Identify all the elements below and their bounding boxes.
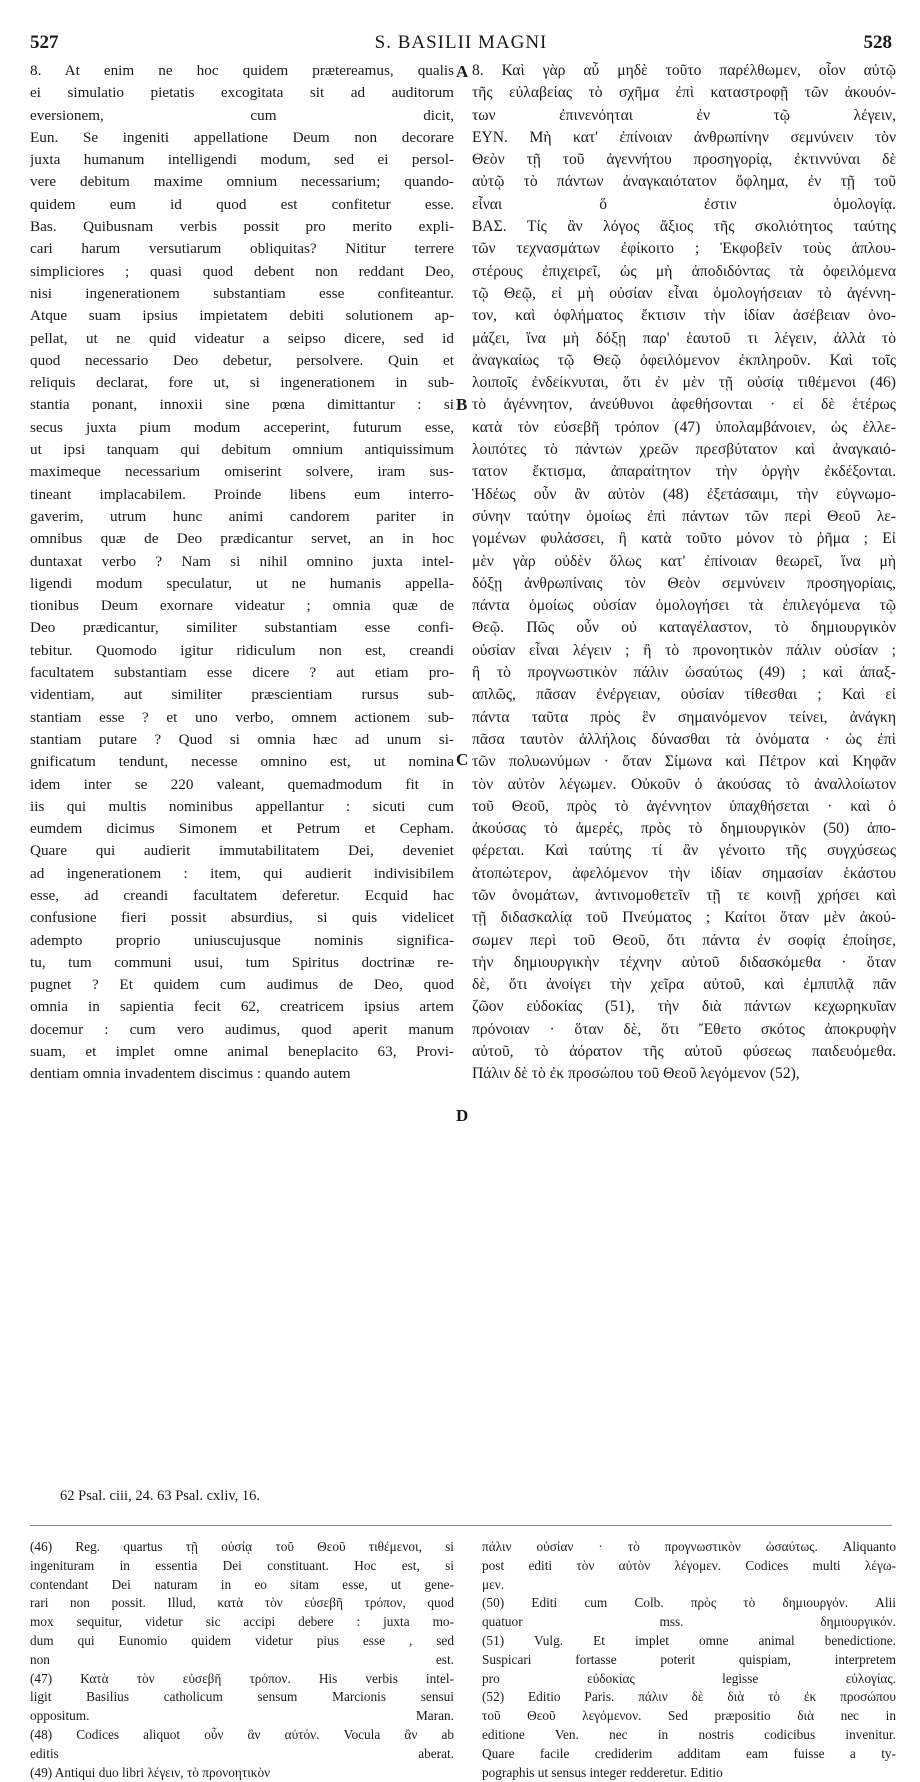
greek-line: πᾶσα ταυτὸν ἀλλήλοις δύνασθαι τὰ ὀνόματα · ὡς ἐπὶ (472, 730, 896, 748)
note-line: (46) Reg. quartus τῇ οὐσίᾳ τοῦ Θεοῦ τιθέμενοι, si (30, 1539, 454, 1554)
greek-line: 8. Καὶ γὰρ αὖ μηδὲ τοῦτο παρέλθωμεν, οἷον αὐτῷ (472, 62, 896, 79)
note-line: mox sequitur, videtur sic accipi debere : juxta mo- (30, 1614, 454, 1630)
latin-line: adempto proprio uniuscujusque nominis significa- (30, 931, 454, 949)
latin-line: quidem eum id quod est confitetur esse. (30, 195, 454, 213)
latin-line: confusione fieri possit absurdius, si quis videlicet (30, 909, 454, 927)
latin-line: pellat, ut ne quid videatur a seipso dicere, sed id (30, 329, 454, 347)
greek-line: στέρους ἐπιχειρεῖ, ὡς μὴ ἀποδιδόντας τὰ ὀφειλόμενα (472, 262, 896, 280)
greek-text-column (472, 60, 896, 1086)
note-line: post editi τὸν αὐτὸν λέγομεν. Codices multi λέγω- (482, 1557, 896, 1573)
latin-line: gnificatum tendunt, necesse omnino est, ut nomina (30, 753, 454, 771)
latin-line: Eun. Se ingeniti appellatione Deum non decorare (30, 128, 454, 146)
greek-line: πάντα ταῦτα πρὸς ἓν σημαινόμενον τείνει, ἀνάγκη (472, 708, 896, 726)
page-number-left: 527 (30, 32, 59, 53)
note-line: Suspicari fortasse poterit quispiam, interpretem (482, 1651, 896, 1667)
greek-line: Πάλιν δὲ τὸ ἐκ προσώπου τοῦ Θεοῦ λεγόμενον (52), (472, 1065, 800, 1083)
greek-line: σωμεν περὶ τοῦ Θεοῦ, ὅτι πάντα ἐν σοφίᾳ ἐποίησε, (472, 931, 896, 949)
greek-line: τὴν δημιουργικὴν τέχνην αὐτοῦ διδασκόμεθα · ὅταν (472, 953, 896, 971)
latin-line: Quare qui audierit immutabilitatem Dei, deveniet (30, 842, 454, 860)
critical-notes-right (482, 1538, 896, 1782)
greek-line: τῇ διδασκαλίᾳ τοῦ Πνεύματος ; Καίτοι ὅταν μὲν ἀκού- (472, 909, 896, 927)
greek-line: λοιποῖς ἐνδείκνυται, ὅτι ἐν μὲν τῇ οὐσίᾳ τιθέμενοι (46) (472, 374, 896, 392)
latin-line: Deo prædicantur, similiter substantiam esse confi- (30, 619, 454, 637)
running-title: S. BASILII MAGNI (374, 32, 548, 53)
latin-line: duntaxat verbo ? Nam si nihil omnino juxta intel- (30, 552, 454, 570)
latin-line: gaverim, utrum hunc animi candorem pariter in (30, 507, 454, 525)
latin-line: stantia ponant, innoxii sine pœna dimittantur : si (30, 396, 454, 414)
greek-line: των ἐπινενόηται ἐν τῷ λέγειν, (472, 106, 896, 124)
latin-line: quod necessario Deo debetur, persolvere. Quin et (30, 351, 454, 369)
latin-line: iis qui multis nominibus appellantur : sicuti cum (30, 797, 454, 815)
greek-line: ἀκούσας τὸ ἀμερές, πρὸς τὸ δημιουργικὸν (50) ἀπο- (472, 820, 896, 838)
greek-line: τὸν αὐτὸν λέγωμεν. Οὐκοῦν ὁ ἀκούσας τὸ ἀναλλοίωτον (472, 775, 896, 793)
latin-line: stantiam putare ? Quod si omnia hæc ad unum si- (30, 730, 454, 748)
latin-line: pugnet ? Et quidem cum audimus de Deo, quod (30, 976, 454, 994)
greek-line: γομένων φυλάσσει, ἢ κατὰ τοῦτο μόνον τὸ ῥῆμα ; Εἰ (472, 530, 896, 548)
note-line: ligit Basilius catholicum sensum Marcionis sensui (30, 1689, 454, 1705)
latin-line: stantiam esse ? et uno verbo, omnem actionem sub- (30, 708, 454, 726)
latin-line: ut ipsi tanquam qui debitum omnium antiquissimum (30, 441, 454, 459)
latin-line: docemur : cum vero audimus, quod aperit manum (30, 1020, 454, 1038)
greek-line: τῷ Θεῷ, εἰ μὴ οὐσίαν εἶναι ὁμολογήσειαν τὸ ἀγέννη- (472, 284, 896, 302)
greek-line: φέρεται. Καὶ ταύτης τί ἂν γένοιτο τῆς συγχύσεως (472, 842, 896, 860)
note-line: (48) Codices aliquot οὖν ἂν αὐτόν. Vocula ἂν ab (30, 1726, 454, 1742)
note-line: (51) Vulg. Et implet omne animal benedictione. (482, 1632, 896, 1648)
greek-line: τῶν ὀνομάτων, ἀντινομοθετεῖν τῇ τε κοινῇ χρήσει καὶ (472, 886, 896, 904)
greek-line: τοῦ Θεοῦ, πρὸς τὸ ἀγέννητον ὑπαχθήσεται · καὶ ὁ (472, 797, 896, 815)
note-line: quatuor mss. δημιουργικόν. (482, 1614, 896, 1630)
margin-letter-d: D (456, 1106, 469, 1125)
latin-line: tebitur. Quomodo igitur ridiculum non est, creandi (30, 641, 454, 659)
note-line: (49) Antiqui duo libri λέγειν, τὸ προνοητικὸν (30, 1764, 271, 1780)
greek-line: τῶν πολυωνύμων · ὅταν Σίμωνα καὶ Πέτρον καὶ Κηφᾶν (472, 753, 896, 771)
greek-line: σύνην ταύτην ὁμοίως ἐπὶ πάντων τῶν περὶ Θεοῦ λε- (472, 507, 896, 525)
latin-line: nisi ingenerationem substantiam esse confiteantur. (30, 284, 454, 302)
greek-line: Θεῷ. Πῶς οὖν οὐ καταγέλαστον, τὸ δημιουργικὸν (472, 619, 896, 637)
latin-line: cari harum versutiarum obliquitas? Nititur terrere (30, 240, 454, 258)
greek-line: Ἡδέως οὖν ἂν αὐτὸν (48) ἐξετάσαιμι, τὴν εὐγνωμο- (472, 485, 896, 503)
greek-line: ἀναγκαίως τῷ Θεῷ ὀφειλόμενον ἐκπληροῦν. Καὶ τοῖς (472, 351, 896, 369)
greek-line: Θεὸν τῇ τοῦ ἀγεννήτου προσηγορίᾳ, ἐκτιννύναι δὲ (472, 151, 896, 169)
greek-line: οὐσίαν εἶναι λέγειν ; ἢ τὸ προνοητικὸν πάλιν οὐσίαν ; (472, 641, 896, 659)
latin-line: juxta humanum intelligendi modum, sed ei persol- (30, 151, 454, 169)
note-line: contendant Dei naturam in eo sitam esse, ut gene- (30, 1576, 454, 1592)
margin-letter-b: B (456, 395, 468, 414)
latin-line: ei simulatio pietatis excogitata sit ad auditorum (30, 84, 454, 102)
note-line: oppositum. Maran. (30, 1708, 454, 1724)
greek-line: τῶν τεχνασμάτων ἐφίκοιτο ; Ἐκφοβεῖν τοὺς ἁπλου- (472, 240, 896, 258)
greek-line: πάντα ὁμοίως οὐσίαν ὁμολογήσει τὰ ἐπιλεγόμενα τῷ (472, 597, 896, 615)
note-line: dum qui Eunomio quidem videtur pius esse , sed (30, 1632, 454, 1648)
latin-line: simpliciores ; quasi quod debent non reddant Deo, (30, 262, 454, 280)
greek-line: τατον ἔκτισμα, ἀπαραίτητον τὴν ὀργὴν ἐκδέξονται. (472, 463, 896, 481)
latin-line: tineant implacabilem. Proinde libens eum interro- (30, 485, 454, 503)
greek-line: ζῶον εὐδοκίας (51), τὴν διὰ πάντων κεχωρηκυῖαν (472, 998, 896, 1016)
greek-line: ΕΥΝ. Μὴ κατ' ἐπίνοιαν ἀνθρωπίνην σεμνύνειν τὸν (472, 128, 896, 146)
greek-line: δόξῃ ἀνθρωπίναις τὸν Θεὸν σεμνύνειν προσηγορίαις, (472, 574, 896, 592)
latin-line: maximeque necessarium omiserint solvere, iram sus- (30, 463, 454, 481)
note-line: Quare facile crediderim additam eam fuisse a ty- (482, 1745, 896, 1761)
critical-notes-left (30, 1538, 454, 1782)
margin-letter-a: A (456, 62, 469, 81)
latin-line: Bas. Quibusnam verbis possit pro merito expli- (30, 218, 454, 236)
latin-line: esse, ad creandi facultatem deferetur. Ecquid hac (30, 886, 454, 904)
note-line: (47) Κατὰ τὸν εὐσεβῆ τρόπον. His verbis intel- (30, 1670, 454, 1686)
note-line: non est. (30, 1651, 454, 1667)
greek-line: τον, καὶ ὀφλήματος ἔκτισιν τὴν ἰδίαν ἀσέβειαν ὀνο- (472, 307, 896, 325)
greek-line: μὲν γὰρ οὐδὲν ὅλως κατ' ἐπίνοιαν θεωρεῖ, ἵνα μὴ (472, 552, 896, 570)
greek-line: λοιπότες τὸ πάντων χρεῶν πρεσβύτατον καὶ ἀναγκαιό- (472, 441, 896, 459)
greek-line: δὲ, ὅτι ἀνοίγει τὴν χεῖρα αὐτοῦ, καὶ ἐμπιπλᾷ πᾶν (472, 976, 896, 994)
latin-text-column (30, 60, 454, 1086)
latin-line: eumdem dicimus Simonem et Petrum et Cepham. (30, 820, 454, 838)
greek-line: αὐτοῦ, τὸ ἀόρατον τῆς αὐτοῦ φύσεως παιδευόμεθα. (472, 1043, 896, 1061)
note-line: μεν. (482, 1576, 505, 1592)
greek-line: εἶναι ὅ ἐστιν ὁμολογίᾳ. (472, 195, 896, 213)
greek-line: ἀτοπώτερον, ἀφελόμενον τὴν ἰδίαν σημασίαν ἑκάστου (472, 864, 896, 882)
latin-line: eversionem, cum dicit, (30, 106, 454, 124)
greek-line: τῆς εὐλαβείας τὸ σχῆμα ἐπὶ καταστροφῇ τῶν ἀκουόν- (472, 84, 896, 102)
note-line: editis aberat. (30, 1745, 454, 1761)
greek-line: κατὰ τὸν εὐσεβῆ τρόπον (47) ὑπολαμβάνοιεν, ὡς ἐλλε- (472, 418, 896, 436)
note-line: (52) Editio Paris. πάλιν δὲ διὰ τὸ ἐκ προσώπου (482, 1689, 896, 1705)
latin-line: omnibus quæ de Deo prædicantur servet, an in hoc (30, 530, 454, 548)
greek-line: απλῶς, πᾶσαν ἐνέργειαν, οὐσίαν τίθεσθαι ; Καὶ εἰ (472, 686, 896, 704)
note-line: πάλιν οὐσίαν · τὸ προγνωστικὸν ὡσαύτως. Aliquanto (482, 1539, 896, 1554)
latin-line: ligendi modum speculatur, ut ne humanis appella- (30, 574, 454, 592)
note-line: pro εὐδοκίας legisse εὐλογίας. (482, 1670, 896, 1686)
note-line: ingenituram in essentia Dei constituant. Hoc est, si (30, 1557, 454, 1573)
latin-line: idem inter se 220 valeant, quemadmodum fit in (30, 775, 454, 793)
scripture-references: 62 Psal. ciii, 24. 63 Psal. cxliv, 16. (60, 1488, 261, 1504)
greek-line: ΒΑΣ. Τίς ἂν λόγος ἄξιος τῆς σκολιότητος ταύτης (472, 218, 896, 236)
greek-line: αὐτῷ τὸ πάντων ἀναγκαιότατον ὄφλημα, ἐν τῇ τοῦ (472, 173, 896, 191)
latin-line: dentiam omnia invadentem discimus : quando autem (30, 1065, 351, 1083)
latin-line: ad ingenerationem : item, qui audierit indivisibilem (30, 864, 454, 882)
greek-line: ἢ τὸ προγνωστικὸν πάλιν ὡσαύτως (49) ; καὶ ἁπαξ- (472, 664, 896, 682)
greek-line: τὸ ἀγέννητον, ἀνεύθυνοι ἀφεθήσονται · εἰ δὲ ἑτέρως (472, 396, 896, 414)
latin-line: secus juxta pium modum acceperint, futurum esse, (30, 418, 454, 436)
latin-line: suam, et implet omne animal beneplacito 63, Provi- (30, 1043, 454, 1061)
greek-line: μάζει, ἵνα μὴ δόξῃ παρ' ἑαυτοῦ τι λέγειν, ἀλλὰ τὸ (472, 329, 896, 347)
latin-line: facultatem substantiam esse dicere ? aut etiam pro- (30, 664, 454, 682)
note-line: τοῦ Θεοῦ λεγόμενον. Sed præpositio διὰ nec in (482, 1708, 896, 1724)
latin-line: 8. At enim ne hoc quidem prætereamus, qualis (30, 62, 454, 79)
footnote-divider (30, 1525, 892, 1526)
note-line: editione Ven. nec in nostris codicibus invenitur. (482, 1726, 896, 1742)
latin-line: reliquis declarat, fore ut, si ingenerationem in sub- (30, 374, 454, 392)
greek-line: πρόνοιαν · ὅταν δὲ, ὅτι Ἔθετο σκότος ἀποκρυφὴν (472, 1020, 896, 1038)
note-line: rari non possit. Illud, κατὰ τὸν εὐσεβῆ τρόπον, quod (30, 1595, 454, 1611)
note-line: (50) Editi cum Colb. πρὸς τὸ δημιουργόν. Alii (482, 1595, 896, 1611)
latin-line: Atque suam ipsius impietatem debiti solutionem ap- (30, 307, 454, 325)
note-line: pographis ut sensus integer redderetur. Editio (482, 1764, 723, 1780)
margin-letter-c: C (456, 750, 469, 769)
latin-line: vere debitum maxime omnium necessarium; quando- (30, 173, 454, 191)
latin-line: tu, tum communi usui, tum Spiritus doctrinæ re- (30, 953, 454, 971)
latin-line: omnia in sapientia fecit 62, creatricem ipsius artem (30, 998, 454, 1016)
latin-line: videntiam, aut similiter præscientiam rursus sub- (30, 686, 454, 704)
page-header (30, 32, 892, 56)
page-number-right: 528 (863, 32, 892, 53)
latin-line: tionibus Deum exornare videatur ; omnia quæ de (30, 597, 454, 615)
